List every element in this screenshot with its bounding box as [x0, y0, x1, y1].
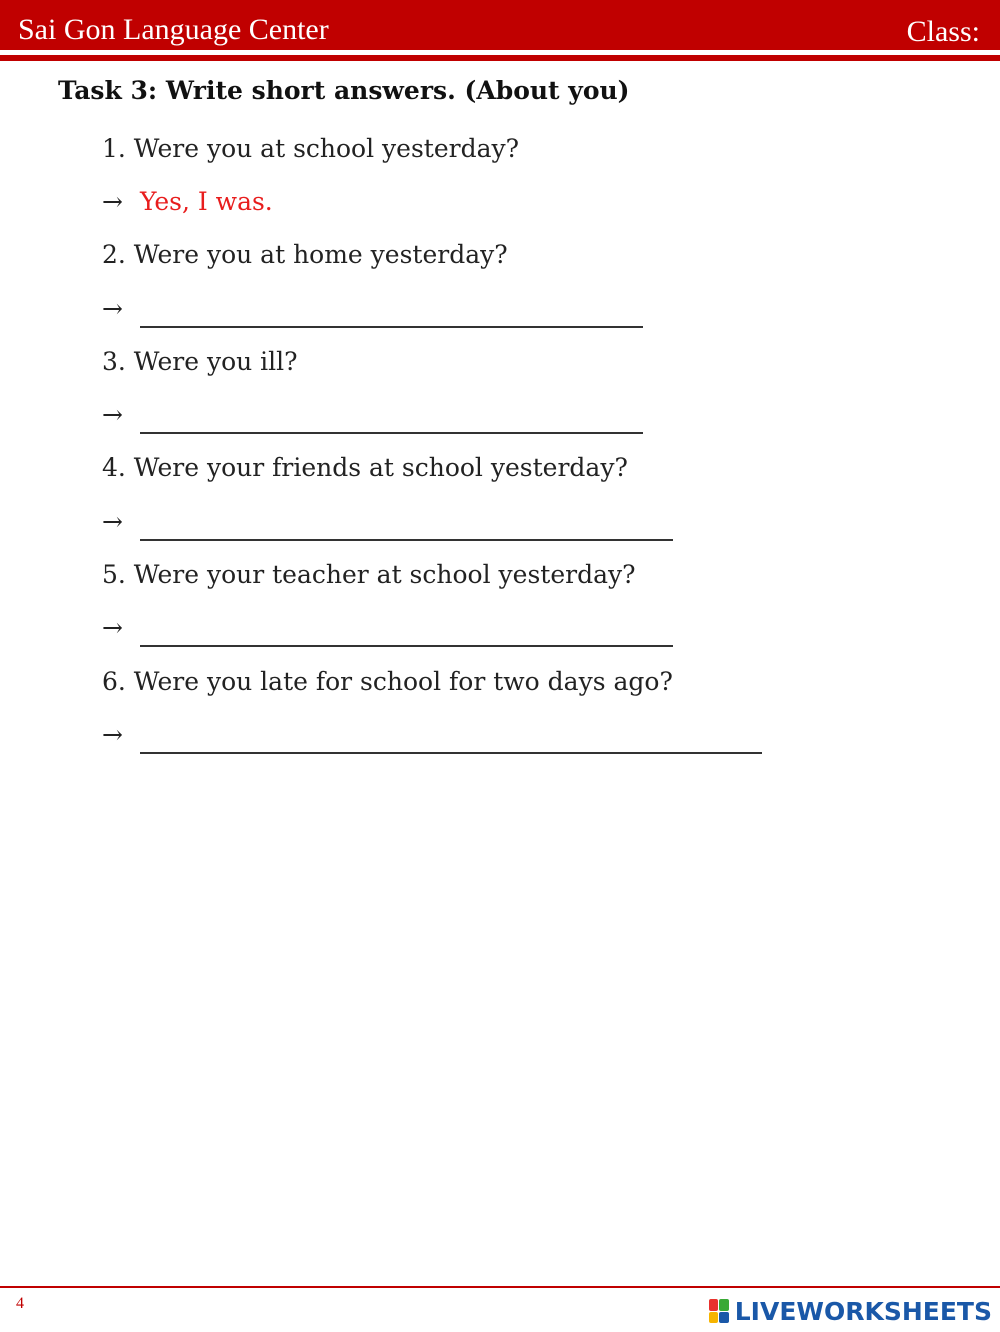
question-text: 2. Were you at home yesterday?	[102, 240, 508, 270]
question-text: 4. Were your friends at school yesterday?	[102, 453, 628, 483]
question-text: 3. Were you ill?	[102, 346, 298, 376]
question-4	[102, 442, 922, 495]
question-6	[102, 655, 922, 708]
question-text: 6. Were you late for school for two days ago?	[102, 666, 673, 696]
answer-2	[102, 282, 922, 335]
arrow-icon: →	[102, 400, 123, 430]
answer-input[interactable]	[140, 515, 673, 541]
answer-6	[102, 708, 922, 761]
header-divider	[0, 55, 1000, 61]
answer-text: Yes, I was.	[140, 186, 273, 216]
answer-4	[102, 495, 922, 548]
page-number: 4	[16, 1295, 24, 1312]
question-list	[102, 122, 922, 762]
question-1	[102, 122, 922, 175]
answer-3	[102, 388, 922, 441]
answer-input[interactable]	[140, 408, 643, 434]
question-text: 1. Were you at school yesterday?	[102, 133, 520, 163]
footer-divider	[0, 1286, 1000, 1288]
arrow-icon: →	[102, 293, 123, 323]
watermark-text: LIVEWORKSHEETS	[734, 1296, 992, 1326]
answer-input[interactable]	[140, 302, 643, 328]
liveworksheets-logo-icon	[709, 1299, 729, 1323]
class-label: Class:	[906, 15, 980, 48]
arrow-icon: →	[102, 719, 123, 749]
answer-input[interactable]	[140, 621, 673, 647]
question-2	[102, 229, 922, 282]
question-text: 5. Were your teacher at school yesterday?	[102, 560, 636, 590]
question-5	[102, 548, 922, 601]
center-name: Sai Gon Language Center	[18, 13, 329, 46]
answer-input[interactable]	[140, 728, 762, 754]
answer-5	[102, 602, 922, 655]
arrow-icon: →	[102, 613, 123, 643]
arrow-icon: →	[102, 186, 123, 216]
watermark[interactable]	[709, 1296, 992, 1326]
question-3	[102, 335, 922, 388]
answer-1	[102, 175, 922, 228]
task-title: Task 3: Write short answers. (About you)	[58, 76, 630, 105]
arrow-icon: →	[102, 506, 123, 536]
